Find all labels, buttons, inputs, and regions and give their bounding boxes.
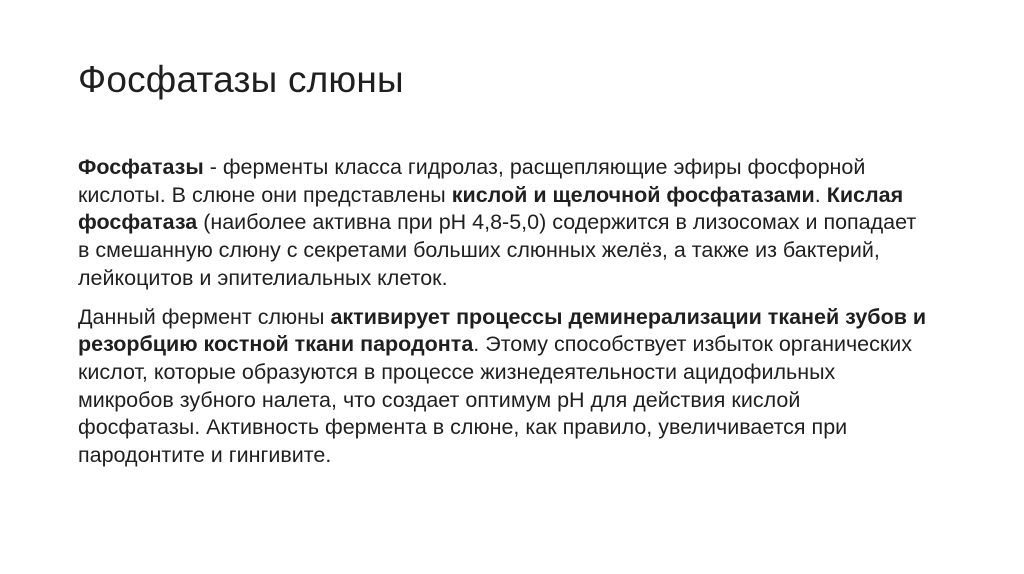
text-segment: . xyxy=(814,182,827,207)
text-segment: (наиболее активна при рН 4,8-5,0) содержится в лизосомах и попадает в смешанную слюну с секретами больших слюнных желёз, а также из бактерий, лейкоцитов и эпителиальных клеток. xyxy=(78,210,917,290)
text-segment: - ферменты класса гидролаз, расщепляющие эфиры фосфорной кислоты. В слюне они представлены xyxy=(78,155,866,207)
term-acid-phosphatase: Кислая фосфатаза xyxy=(78,182,904,235)
slide-body xyxy=(78,154,928,470)
term-phosphatases: Фосфатазы xyxy=(78,155,204,179)
emphasis-demineralization: активирует процессы деминерализации тканей зубов и резорбцию костной ткани пародонта xyxy=(78,304,927,357)
paragraph-enzyme-activity xyxy=(78,304,928,470)
paragraph-phosphatases-definition xyxy=(78,154,928,293)
text-segment: . Этому способствует избыток органических кислот, которые образуются в процессе жизнедеятельности ацидофильных микробов зубного налета, что создает оптимум рН для действия кислой фосфатазы. Активность фермента в слюне, как правило, увеличивается при пародонтите и гингивите. xyxy=(78,332,913,468)
slide-title: Фосфатазы слюны xyxy=(78,59,404,100)
text-segment: Данный фермент слюны xyxy=(78,304,331,329)
term-acid-alkaline-phosphatases: кислой и щелочной фосфатазами xyxy=(451,182,815,207)
